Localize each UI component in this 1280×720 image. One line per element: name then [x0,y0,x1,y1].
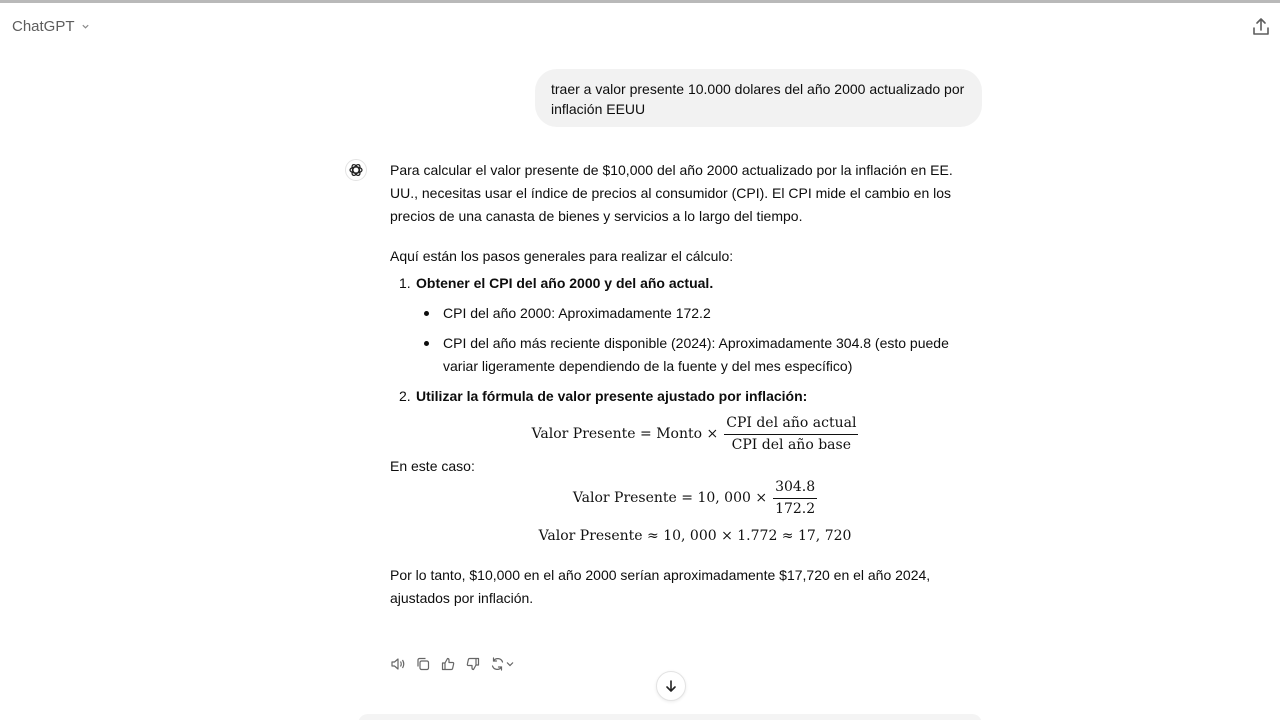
formula-lhs: Valor Presente = 10, 000 × [572,490,768,506]
openai-logo-icon [348,162,364,178]
formula-fraction [773,478,817,519]
formula-calc-1 [410,478,980,519]
share-icon[interactable] [1250,16,1272,38]
regenerate-icon [490,656,516,672]
formula-general [410,414,980,455]
formula-fraction [724,414,858,455]
bullet-icon [417,332,443,378]
in-this-case-label: En este caso: [390,458,475,474]
answer-conclusion: Por lo tanto, $10,000 en el año 2000 serían aproximadamente $17,720 en el año 2024, ajustados por inflación. [390,567,931,606]
bullet-icon [417,302,443,325]
answer-intro: Para calcular el valor presente de $10,000 del año 2000 actualizado por la inflación en EE. UU., necesitas usar el índice de precios al consumidor (CPI). El CPI mide el cambio en los precios de una canasta de bienes y servicios a lo largo del tiempo. [390,162,953,224]
user-message-text: traer a valor presente 10.000 dolares del año 2000 actualizado por inflación EEUU [551,81,965,117]
step-number: 1. [399,275,411,291]
regenerate-button[interactable] [490,656,516,672]
step-1 [399,272,980,295]
read-aloud-icon [390,656,406,672]
arrow-down-icon [664,679,678,693]
step-title: Obtener el CPI del año 2000 y del año actual. [416,275,714,291]
formula-calc-2 [410,525,980,548]
scroll-to-bottom-button[interactable] [656,671,686,701]
fraction-denominator: CPI del año base [731,437,851,453]
read-aloud-button[interactable] [390,656,406,672]
step-1-bullets [417,302,980,378]
assistant-avatar [345,159,367,181]
list-item [417,302,980,325]
list-item [417,332,980,378]
thumbs-up-button[interactable] [440,656,456,672]
chevron-down-icon [81,22,90,31]
model-name: ChatGPT [12,18,75,35]
message-actions [390,656,516,672]
message-composer[interactable] [358,714,982,720]
user-message [535,69,982,127]
step-2 [399,385,980,408]
fraction-numerator: CPI del año actual [724,414,858,435]
formula-result: Valor Presente ≈ 10, 000 × 1.772 ≈ 17, 720 [538,528,852,544]
thumbs-down-icon [465,656,481,672]
bullet-text: CPI del año más reciente disponible (2024): Aproximadamente 304.8 (esto puede variar ligeramente dependiendo de la fuente y del mes específico) [443,335,949,374]
copy-button[interactable] [415,656,431,672]
fraction-numerator: 304.8 [773,478,817,499]
formula-lhs: Valor Presente = Monto × [531,426,719,442]
bullet-text: CPI del año 2000: Aproximadamente 172.2 [443,305,711,321]
thumbs-down-button[interactable] [465,656,481,672]
fraction-denominator: 172.2 [775,501,816,517]
copy-icon [415,656,431,672]
step-number: 2. [399,388,411,404]
assistant-message [390,159,980,610]
window-top-border [0,0,1280,3]
thumbs-up-icon [440,656,456,672]
step-title: Utilizar la fórmula de valor presente ajustado por inflación: [416,388,808,404]
model-selector[interactable] [12,18,90,35]
steps-intro: Aquí están los pasos generales para realizar el cálculo: [390,248,734,264]
